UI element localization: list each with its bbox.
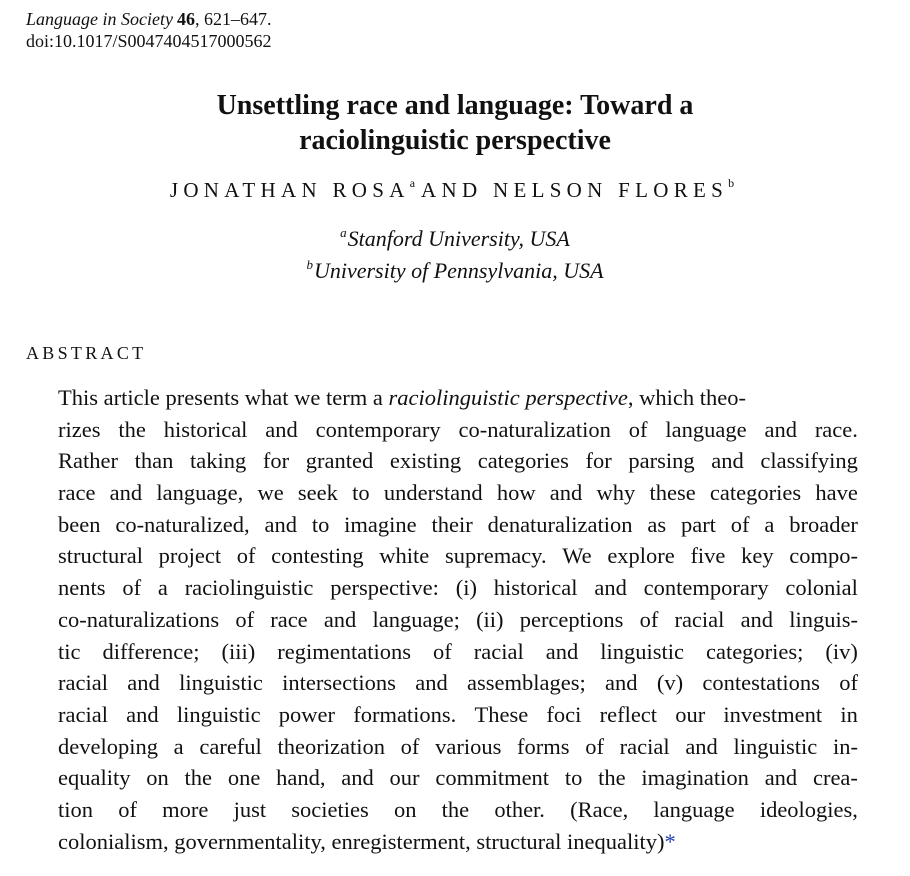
abstract-word: our	[389, 765, 420, 791]
abstract-word: supremacy.	[444, 543, 547, 569]
abstract-word: language	[653, 796, 735, 822]
abstract-line	[58, 636, 858, 668]
abstract-word: denaturalization	[487, 511, 633, 537]
abstract-word: We	[562, 543, 592, 569]
abstract-word: equality	[58, 765, 131, 791]
abstract-line	[58, 540, 858, 572]
abstract-word: of	[628, 416, 648, 442]
abstract-word: a	[157, 575, 168, 601]
abstract-line	[58, 509, 858, 541]
abstract-word: contestations	[702, 670, 820, 696]
abstract-heading: ABSTRACT	[26, 343, 147, 363]
abstract-last-line	[58, 826, 858, 858]
title-line-2: raciolinguistic perspective	[299, 125, 611, 156]
abstract-emphasis: raciolinguistic perspective	[388, 385, 628, 410]
abstract-word: for	[585, 448, 612, 474]
abstract-word: theorization	[277, 733, 385, 759]
abstract-word: These	[474, 701, 529, 727]
abstract-word: categories	[709, 480, 802, 506]
abstract-line	[58, 667, 858, 699]
abstract-line	[58, 477, 858, 509]
abstract-word: explore	[607, 543, 675, 569]
title-line-1: Unsettling race and language: Toward a	[216, 90, 694, 121]
abstract-word: language	[665, 416, 747, 442]
abstract-word: parsing	[628, 448, 695, 474]
abstract-word: co-naturalizations	[58, 606, 220, 632]
abstract-word: to	[352, 480, 370, 506]
abstract-word: and	[126, 701, 159, 727]
abstract-word: ideologies,	[759, 796, 858, 822]
abstract-word: tic	[58, 638, 81, 664]
abstract-justified-lines	[58, 414, 858, 826]
abstract-word: tion	[58, 796, 94, 822]
abstract-word: historical	[163, 416, 248, 442]
abstract-word: (i)	[455, 575, 477, 601]
abstract-word: contemporary	[315, 416, 441, 442]
abstract-word: been	[58, 511, 101, 537]
abstract-line	[58, 382, 858, 414]
abstract-word: five	[690, 543, 726, 569]
abstract-word: as	[647, 511, 667, 537]
abstract-word: and	[265, 416, 298, 442]
abstract-word: (iii)	[221, 638, 256, 664]
abstract-word: and	[594, 575, 627, 601]
abstract-word: of	[639, 606, 659, 632]
abstract-word: co-naturalization	[458, 416, 611, 442]
abstract-word: on	[393, 796, 417, 822]
abstract-word: and	[764, 765, 798, 791]
abstract-word: race	[58, 480, 96, 506]
affiliation-name: University of Pennsylvania, USA	[313, 258, 604, 283]
journal-pages: , 621–647.	[194, 9, 272, 29]
abstract-word: linguistic	[733, 733, 818, 759]
author-2: NELSON FLORES	[492, 178, 729, 202]
abstract-word: linguistic	[179, 670, 263, 696]
abstract-word: racial	[58, 701, 108, 727]
abstract-word: perceptions	[519, 606, 624, 632]
abstract-text	[58, 382, 858, 857]
abstract-word: we	[257, 480, 284, 506]
abstract-word: the	[598, 765, 626, 791]
abstract-word: to	[311, 511, 330, 537]
footnote-link[interactable]: *	[664, 828, 676, 854]
abstract-line	[58, 794, 858, 826]
abstract-word: and	[685, 733, 718, 759]
abstract-word: contemporary	[643, 575, 769, 601]
abstract-word: a	[764, 511, 775, 537]
abstract-word: the	[184, 765, 213, 791]
abstract-word: co-naturalized,	[115, 511, 250, 537]
abstract-word: and	[605, 670, 638, 696]
abstract-word: of	[433, 638, 452, 664]
abstract-word: commitment	[435, 765, 550, 791]
author-2-affil-mark: b	[728, 176, 735, 190]
affiliation-1	[0, 223, 910, 255]
abstract-word: imagination	[641, 765, 749, 791]
abstract-word: of	[400, 733, 420, 759]
abstract-word: categories;	[705, 638, 804, 664]
abstract-word: these	[649, 480, 696, 506]
abstract-word: categories	[477, 448, 569, 474]
abstract-word: linguis-	[789, 606, 858, 632]
affiliation-mark: a	[340, 225, 347, 240]
abstract-word: than	[134, 448, 174, 474]
abstract-word: and	[740, 606, 774, 632]
abstract-word: on	[146, 765, 169, 791]
abstract-word: white	[379, 543, 430, 569]
abstract-text-run: This article presents what we term a	[58, 385, 389, 410]
abstract-line	[58, 445, 858, 477]
abstract-word: (ii)	[476, 606, 504, 632]
abstract-line	[58, 762, 858, 794]
abstract-word: and	[415, 670, 448, 696]
abstract-word: imagine	[344, 511, 417, 537]
abstract-line	[58, 604, 858, 636]
author-list	[0, 175, 910, 205]
abstract-word: part	[680, 511, 716, 537]
doi: doi:10.1017/S0047404517000562	[26, 31, 272, 51]
abstract-word: project	[158, 543, 222, 569]
abstract-line	[58, 731, 858, 763]
abstract-word: compo-	[789, 543, 858, 569]
abstract-word: classifying	[760, 448, 858, 474]
abstract-word: developing	[58, 733, 158, 759]
author-connector: AND	[421, 178, 483, 202]
abstract-word: foci	[546, 701, 582, 727]
abstract-word: race.	[814, 416, 858, 442]
abstract-word: historical	[493, 575, 578, 601]
abstract-word: Rather	[58, 448, 118, 474]
abstract-word: and	[549, 480, 583, 506]
abstract-word: of	[730, 511, 750, 537]
abstract-word: racial	[58, 670, 108, 696]
abstract-word: difference;	[102, 638, 200, 664]
abstract-word: the	[118, 416, 146, 442]
abstract-word: formations.	[353, 701, 457, 727]
abstract-word: assemblages;	[467, 670, 586, 696]
abstract-word: racial	[674, 606, 725, 632]
abstract-word: intersections	[282, 670, 396, 696]
abstract-word: and	[109, 480, 143, 506]
abstract-word: (v)	[656, 670, 684, 696]
abstract-word: of	[118, 796, 137, 822]
affiliation-2	[0, 255, 910, 287]
abstract-word: language,	[156, 480, 244, 506]
abstract-word: power	[278, 701, 336, 727]
abstract-word: in-	[832, 733, 858, 759]
abstract-word: regimentations	[277, 638, 411, 664]
abstract-word: and	[341, 765, 374, 791]
abstract-word: perspective:	[330, 575, 439, 601]
affiliations	[0, 223, 910, 287]
abstract-word: of	[839, 670, 858, 696]
abstract-word: taking	[189, 448, 247, 474]
abstract-word: and	[323, 606, 357, 632]
abstract-word: why	[596, 480, 636, 506]
abstract-word: linguistic	[176, 701, 261, 727]
abstract-text-run: colonialism, governmentality, enregisterment, structural inequality)	[58, 828, 665, 854]
abstract-word: linguistic	[600, 638, 684, 664]
abstract-word: of	[122, 575, 142, 601]
abstract-word: (Race,	[570, 796, 629, 822]
journal-volume: 46	[176, 9, 195, 29]
abstract-word: in	[840, 701, 858, 727]
abstract-word: careful	[199, 733, 262, 759]
abstract-word: key	[741, 543, 774, 569]
abstract-word: existing	[389, 448, 462, 474]
author-1-affil-mark: a	[409, 176, 416, 190]
abstract-word: a	[173, 733, 184, 759]
abstract-word: granted	[305, 448, 374, 474]
abstract-word: contesting	[271, 543, 364, 569]
abstract-word: structural	[58, 543, 143, 569]
abstract-word: seek	[297, 480, 338, 506]
abstract-word: how	[496, 480, 536, 506]
abstract-word: race	[270, 606, 308, 632]
abstract-word: racial	[619, 733, 670, 759]
article-title	[0, 88, 910, 158]
abstract-word: our	[675, 701, 706, 727]
abstract-word: forms	[517, 733, 570, 759]
abstract-word: of	[235, 606, 255, 632]
abstract-word: and	[127, 670, 160, 696]
affiliation-mark: b	[306, 257, 313, 272]
abstract-word: to	[564, 765, 583, 791]
abstract-word: and	[711, 448, 744, 474]
abstract-word: hand,	[276, 765, 326, 791]
abstract-word: and	[545, 638, 579, 664]
abstract-word: the	[441, 796, 470, 822]
citation-line	[26, 8, 272, 30]
abstract-word: broader	[789, 511, 858, 537]
abstract-word: their	[431, 511, 473, 537]
abstract-word: for	[262, 448, 290, 474]
journal-citation	[26, 8, 272, 52]
abstract-word: language;	[372, 606, 460, 632]
abstract-word: racial	[473, 638, 524, 664]
abstract-word: of	[585, 733, 604, 759]
abstract-line	[58, 572, 858, 604]
abstract-text-run: , which theo-	[627, 385, 746, 410]
abstract-word: and	[764, 416, 797, 442]
abstract-word: of	[236, 543, 256, 569]
abstract-word: raciolinguistic	[184, 575, 314, 601]
abstract-word: rizes	[58, 416, 101, 442]
affiliation-name: Stanford University, USA	[347, 226, 570, 251]
abstract-word: understand	[383, 480, 483, 506]
abstract-word: (iv)	[825, 638, 858, 664]
abstract-word: more	[162, 796, 209, 822]
abstract-word: investment	[723, 701, 823, 727]
abstract-word: societies	[291, 796, 369, 822]
abstract-word: various	[435, 733, 502, 759]
abstract-word: other.	[494, 796, 545, 822]
abstract-word: reflect	[599, 701, 658, 727]
abstract-word: crea-	[812, 765, 858, 791]
author-1: JONATHAN ROSA	[169, 178, 410, 202]
abstract-word: just	[233, 796, 267, 822]
abstract-word: and	[264, 511, 297, 537]
abstract-word: have	[815, 480, 858, 506]
journal-name: Language in Society	[26, 9, 173, 29]
abstract-word: nents	[58, 575, 106, 601]
abstract-line	[58, 414, 858, 446]
abstract-word: colonial	[785, 575, 858, 601]
abstract-line	[58, 699, 858, 731]
abstract-word: one	[227, 765, 261, 791]
